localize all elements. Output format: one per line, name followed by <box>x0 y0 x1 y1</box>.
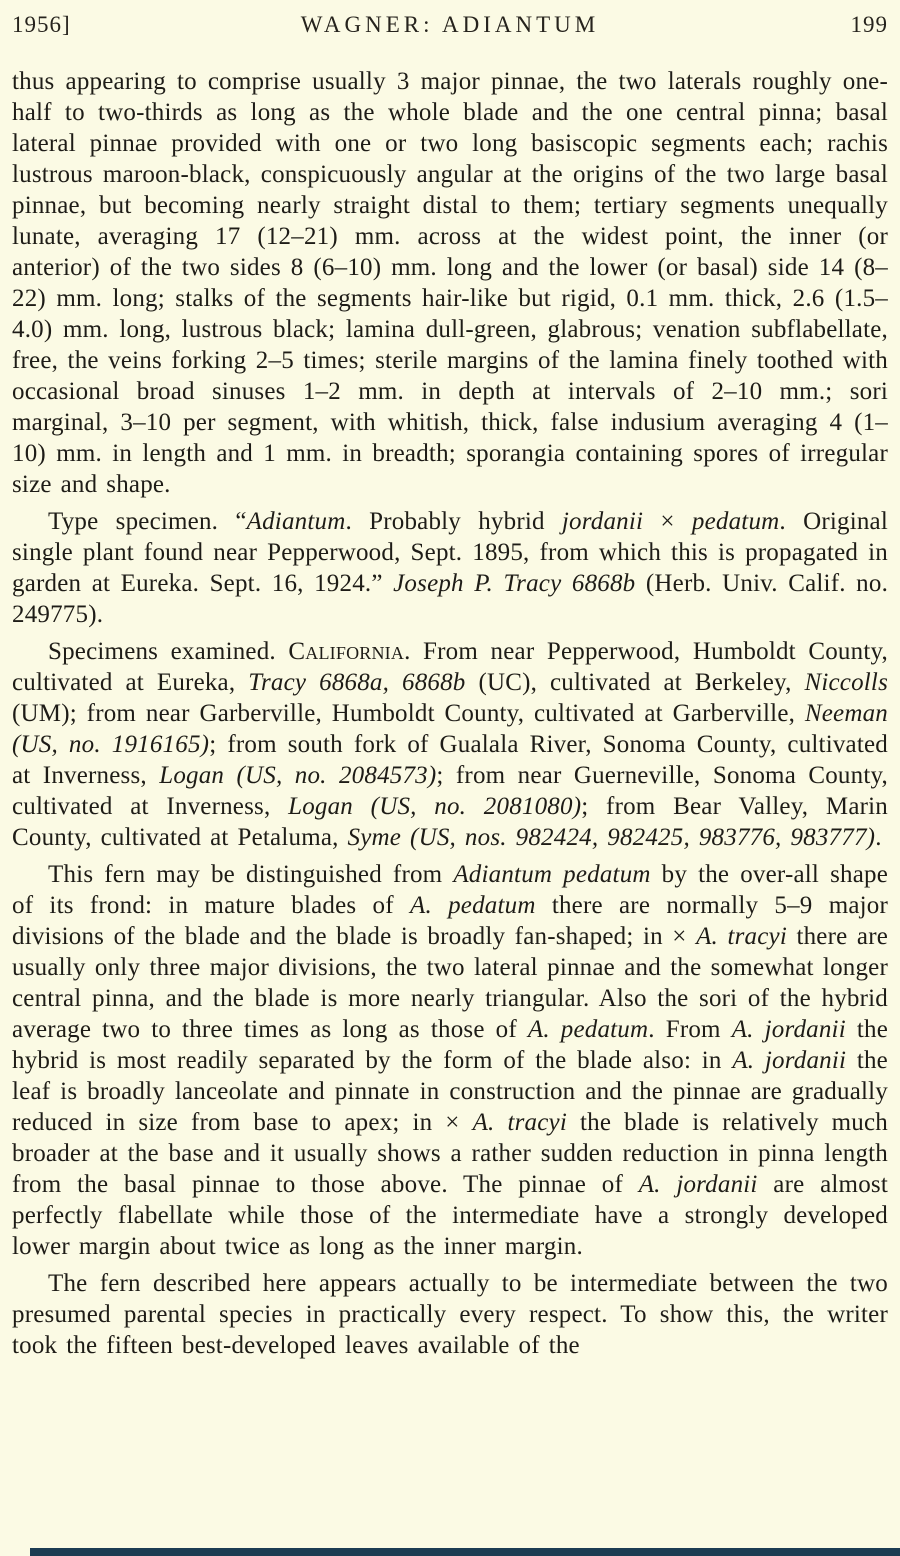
text-run: The fern described here appears actually to be intermediate between the two presumed parental species in practically every respect. To show this, the writer took the fifteen best-developed leaves available of the <box>12 1270 888 1359</box>
text-run: × <box>643 508 692 535</box>
italic-run: jordanii <box>561 508 644 535</box>
text-body <box>12 66 888 1361</box>
header-year: 1956] <box>12 12 71 37</box>
text-run: ; from near Guerneville, Sonoma County, cultivated at Inverness, <box>12 762 888 820</box>
text-run: (UC), cultivated at Berkeley, <box>465 669 805 696</box>
paragraph <box>12 66 888 500</box>
italic-run: A. tracyi <box>696 923 787 950</box>
text-run: the leaf is broadly lanceolate and pinnate in construction and the pinnae are gradually reduced in size from base to apex; in × <box>12 1047 888 1136</box>
italic-run: Niccolls <box>804 669 889 696</box>
text-run: there are usually only three major divisions, the two lateral pinnae and the somewhat longer central pinna, and the blade is more nearly triangular. Also the sori of the hybrid average two to three times as long as those of <box>12 923 889 1043</box>
smallcaps-run: California <box>288 638 405 665</box>
text-run: . From near Pepperwood, Humboldt County, cultivated at Eureka, <box>12 638 888 696</box>
text-run: . From <box>648 1016 732 1043</box>
text-run: are almost perfectly flabellate while those of the intermediate have a strongly developed lower margin about twice as long as the inner margin. <box>12 1171 888 1260</box>
italic-run: Logan (US, no. 2084573) <box>159 762 437 789</box>
paragraph <box>12 1268 888 1361</box>
text-run: the blade is relatively much broader at the base and it usually shows a rather sudden reduction in pinna length from the basal pinnae to those above. The pinnae of <box>12 1109 888 1198</box>
text-run: . Probably hybrid <box>345 508 562 535</box>
italic-run: A. jordanii <box>732 1047 847 1074</box>
text-run: . Original single plant found near Pepperwood, Sept. 1895, from which this is propagated in garden at Eureka. Sept. 16, 1924.” <box>12 508 888 597</box>
text-run: (Herb. Univ. Calif. no. 249775). <box>12 570 889 628</box>
text-run: thus appearing to comprise usually 3 major pinnae, the two laterals roughly one-half to two-thirds as long as the whole blade and the one central pinna; basal lateral pinnae provided with one or two long basiscopic segments each; rachis lustrous maroon-black, conspicuously angular at the origins of the two large basal pinnae, but becoming nearly straight distal to them; tertiary segments unequally lunate, averaging 17 (12–21) mm. across at the widest point, the inner (or anterior) of the two sides 8 (6–10) mm. long and the lower (or basal) side 14 (8–22) mm. long; stalks of the segments hair-like but rigid, 0.1 mm. thick, 2.6 (1.5–4.0) mm. long, lustrous black; lamina dull-green, glabrous; venation subflabellate, free, the veins forking 2–5 times; sterile margins of the lamina finely toothed with occasional broad sinuses 1–2 mm. in depth at intervals of 2–10 mm.; sori marginal, 3–10 per segment, with whitish, thick, false indusium averaging 4 (1–10) mm. in length and 1 mm. in breadth; sporangia containing spores of irregular size and shape. <box>12 68 888 498</box>
italic-run: Adiantum <box>246 508 346 535</box>
paragraph <box>12 506 888 630</box>
italic-run: A. tracyi <box>472 1109 567 1136</box>
text-run: . <box>875 824 882 851</box>
italic-run: Tracy 6868a, 6868b <box>248 669 466 696</box>
text-run: ; from south fork of Gualala River, Sonoma County, cultivated at Inverness, <box>12 731 888 789</box>
paragraph <box>12 859 888 1262</box>
italic-run: A. pedatum <box>527 1016 649 1043</box>
italic-run: A. jordanii <box>638 1171 758 1198</box>
italic-run: A. pedatum <box>409 892 536 919</box>
header-title: WAGNER: ADIANTUM <box>300 12 600 37</box>
text-run: Type specimen. “ <box>48 508 247 535</box>
running-head <box>12 12 888 38</box>
paragraph <box>12 636 888 853</box>
italic-run: Logan (US, no. 2081080) <box>288 793 582 820</box>
italic-run: Joseph P. Tracy 6868b <box>393 570 636 597</box>
italic-run: Neeman (US, no. 1916165) <box>12 700 888 758</box>
text-run: Specimens examined. <box>48 638 289 665</box>
text-run: (UM); from near Garberville, Humboldt County, cultivated at Garberville, <box>12 700 805 727</box>
italic-run: pedatum <box>691 508 780 535</box>
scan-edge-bar <box>30 1548 900 1556</box>
text-run: ; from Bear Valley, Marin County, cultivated at Petaluma, <box>12 793 889 851</box>
italic-run: Adiantum pedatum <box>453 861 651 888</box>
text-run: This fern may be distinguished from <box>48 861 454 888</box>
text-run: by the over-all shape of its frond: in mature blades of <box>12 861 888 919</box>
header-page-number: 199 <box>850 12 888 37</box>
italic-run: Syme (US, nos. 982424, 982425, 983776, 983777) <box>347 824 876 851</box>
italic-run: A. jordanii <box>731 1016 846 1043</box>
text-run: the hybrid is most readily separated by the form of the blade also: in <box>12 1016 888 1074</box>
text-run: there are normally 5–9 major divisions of the blade and the blade is broadly fan-shaped; in × <box>12 892 889 950</box>
